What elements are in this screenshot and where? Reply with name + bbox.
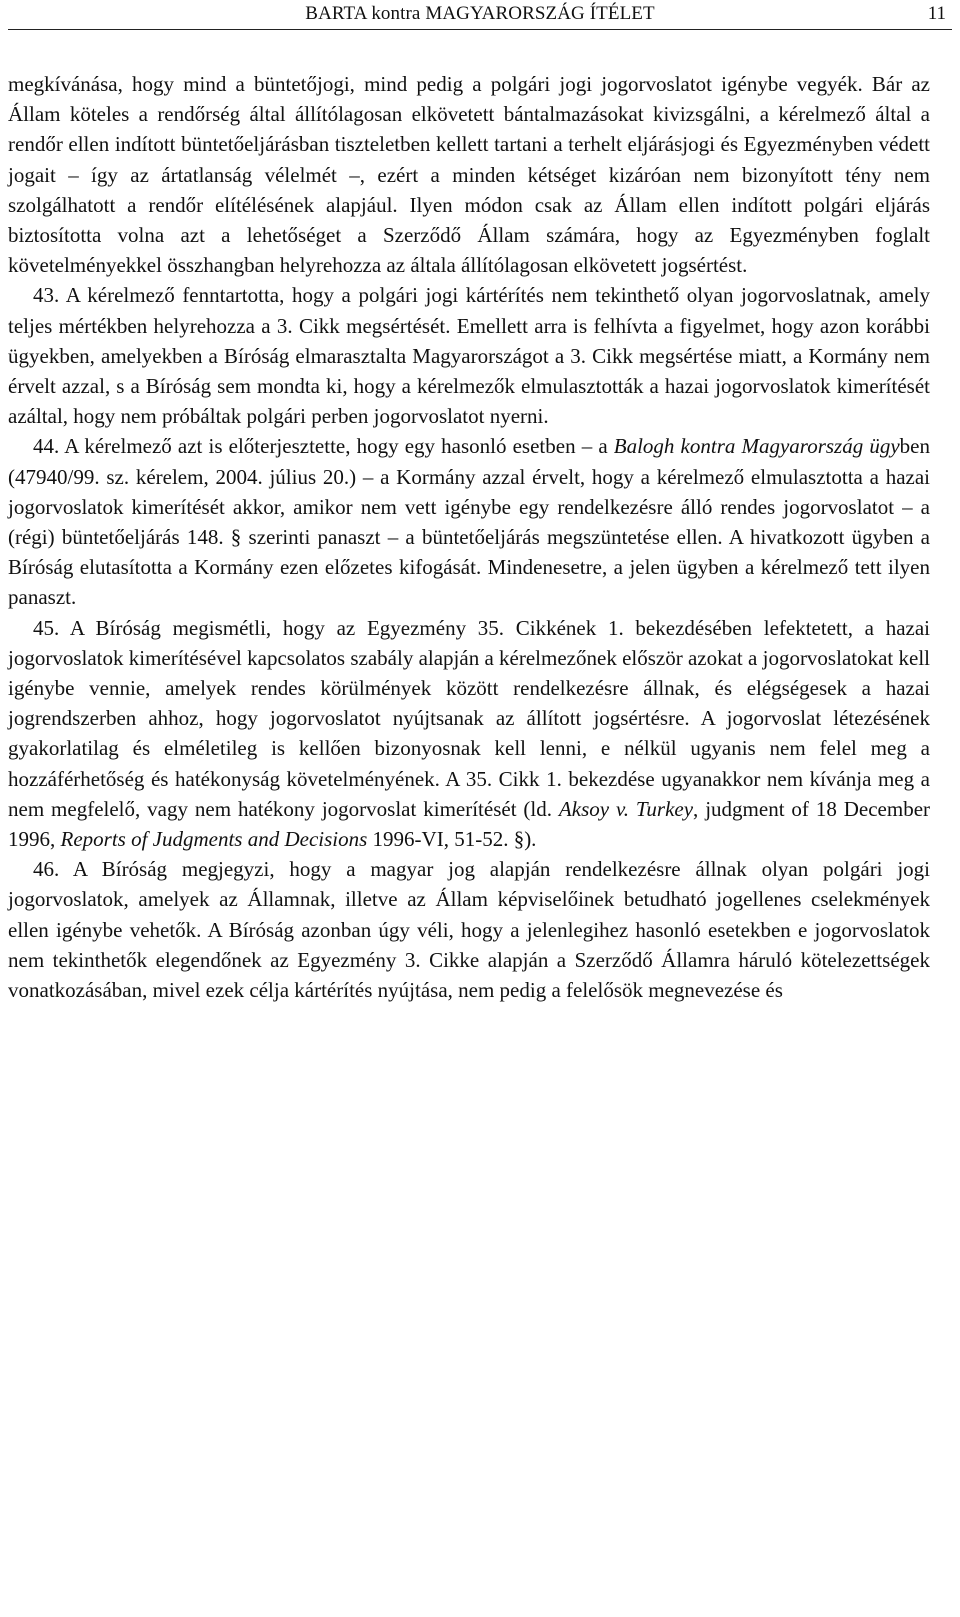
header-title: BARTA kontra MAGYARORSZÁG ÍTÉLET xyxy=(305,3,655,24)
judgment-body xyxy=(8,69,930,1005)
paragraph-44 xyxy=(8,431,930,612)
paragraph-text: ben (47940/99. sz. kérelem, 2004. július 20.) – a Kormány azzal érvelt, hogy a kérelmező elmulasztotta a hazai jogorvoslatok kimerítését akkor, amikor nem vett igénybe egy rendelkezésre álló rendes jogorvoslatot – a (régi) büntetőeljárás 148. § szerinti panaszt – a büntetőeljárás megszüntetése ellen. A hivatkozott ügyben a Bíróság elutasította a Kormány ezen előzetes kifogását. Mindenesetre, a jelen ügyben a kérelmező tett ilyen panaszt. xyxy=(8,434,930,610)
paragraph-text: 1996-VI, 51-52. §). xyxy=(372,827,537,852)
paragraph-continued xyxy=(8,69,930,280)
paragraph-text: megkívánása, hogy mind a büntetőjogi, mind pedig a polgári jogi jogorvoslatot igénybe vegyék. Bár az Állam köteles a rendőrség által állítólagosan elkövetett bántalmazásokat kivizsgálni, a kérelmező által a rendőr ellen indított büntetőeljárásban tiszteletben kellett tartani a terhelt eljárásjogi és Egyezményben védett jogait – így az ártatlanság vélelmét –, ezért a minden kétséget kizáróan nem bizonyított tény nem szolgálhatott a rendőr elítélésének alapjául. Ilyen módon csak az Állam ellen indított polgári eljárás biztosította volna azt a lehetőséget a Szerződő Állam számára, hogy az Egyezményben foglalt követelményekkel összhangban helyrehozza az általa állítólagosan elkövetett jogsértést. xyxy=(8,72,930,278)
paragraph-number: 45. xyxy=(33,615,60,640)
paragraph-text: A kérelmező fenntartotta, hogy a polgári jogi kártérítés nem tekinthető olyan jogorvoslatnak, amely teljes mértékben helyrehozza a 3. Cikk megsértését. Emellett arra is felhívta a figyelmet, hogy azon korábbi ügyekben, amelyekben a Bíróság elmarasztalta Magyarországot a 3. Cikk megsértése miatt, a Kormány nem érvelt azzal, s a Bíróság sem mondta ki, hogy a kérelmezők elmulasztották a hazai jogorvoslatok kimerítését azáltal, hogy nem próbáltak polgári perben jogorvoslatot nyerni. xyxy=(8,283,931,429)
paragraph-number: 46. xyxy=(33,857,60,882)
paragraph-number: 44. xyxy=(33,434,60,459)
case-citation: Balogh kontra Magyarország ügy xyxy=(613,434,900,459)
paragraph-46 xyxy=(8,854,930,1005)
case-citation: Aksoy v. Turkey xyxy=(558,796,694,821)
page-number: 11 xyxy=(927,3,946,24)
paragraph-number: 43. xyxy=(33,283,60,308)
running-header xyxy=(8,0,952,30)
paragraph-text: A kérelmező azt is előterjesztette, hogy egy hasonló esetben – a xyxy=(64,434,608,459)
paragraph-45 xyxy=(8,613,930,855)
paragraph-text: , judgment of 18 December 1996, xyxy=(8,796,931,852)
paragraph-text: A Bíróság megjegyzi, hogy a magyar jog alapján rendelkezésre állnak olyan polgári jogi jogorvoslatok, amelyek az Államnak, illetve az Állam képviselőinek betudható jogellenes cselekmények ellen igénybe vehetők. A Bíróság azonban úgy véli, hogy a jelenlegihez hasonló esetekben e jogorvoslatok nem tekinthetők elegendőnek az Egyezmény 3. Cikke alapján a Szerződő Államra háruló kötelezettségek vonatkozásában, mivel ezek célja kártérítés nyújtása, nem pedig a felelősök megnevezése és xyxy=(8,857,930,1003)
paragraph-text: A Bíróság megismétli, hogy az Egyezmény 35. Cikkének 1. bekezdésében lefektetett, a hazai jogorvoslatok kimerítésével kapcsolatos szabály alapján a kérelmezőnek először azokat a jogorvoslatokat kell igénybe vennie, amelyek rendes körülmények között rendelkezésre állnak, és elégségesek a hazai jogrendszerben ahhoz, hogy jogorvoslatot nyújtsanak az állított jogsértésre. A jogorvoslat létezésének gyakorlatilag és elméletileg is kellően bizonyosnak kell lenni, e nélkül ugyanis nem felel meg a hozzáférhetőség és hatékonyság követelményének. A 35. Cikk 1. bekezdése ugyanakkor nem kívánja meg a nem megfelelő, vagy nem hatékony jogorvoslat kimerítését (ld. xyxy=(8,615,930,821)
paragraph-43 xyxy=(8,280,930,431)
header-divider xyxy=(8,29,952,30)
reports-citation: Reports of Judgments and Decisions xyxy=(60,827,368,852)
